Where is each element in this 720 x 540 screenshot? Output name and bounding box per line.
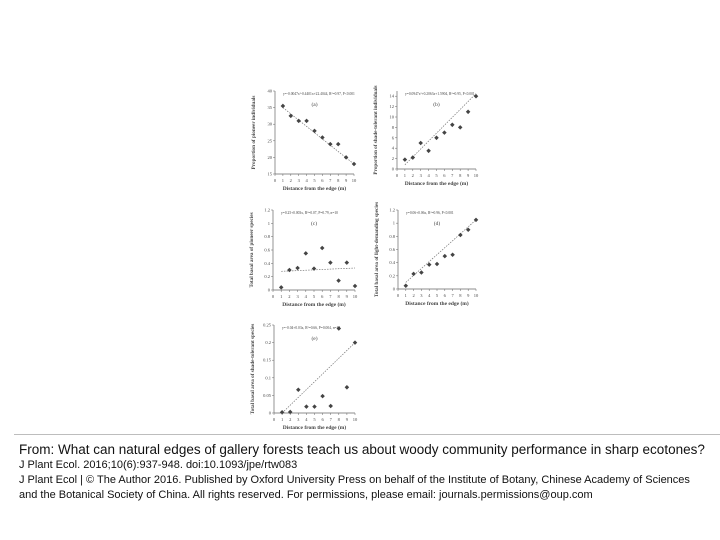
y-tick-label: 1 bbox=[267, 220, 270, 226]
panel-label: (c) bbox=[310, 221, 318, 227]
caption-title: From: What can natural edges of gallery forests teach us about woody community performance in sharp ecotones? bbox=[19, 442, 705, 457]
x-tick-label: 3 bbox=[297, 417, 300, 422]
data-point bbox=[328, 142, 333, 147]
x-tick-label: 4 bbox=[305, 178, 308, 183]
y-tick-label: 0.2 bbox=[264, 274, 270, 280]
data-point bbox=[328, 404, 333, 409]
x-tick-label: 2 bbox=[412, 293, 415, 298]
data-point bbox=[411, 272, 416, 277]
data-point bbox=[353, 340, 358, 345]
caption-copyright: J Plant Ecol | © The Author 2016. Published by Oxford University Press on behalf of the Institute of Botany, Chinese Academy of Sciences and the Botanical Society of China. All rights reserved. For permissions, please email: journals.permissions@oup.com bbox=[19, 474, 690, 501]
data-point bbox=[304, 251, 309, 256]
y-tick-label: 0 bbox=[391, 166, 394, 172]
trend-line bbox=[281, 268, 355, 271]
data-point bbox=[435, 262, 440, 267]
y-tick-label: 10 bbox=[389, 114, 394, 120]
data-point bbox=[352, 162, 357, 167]
data-point bbox=[466, 110, 471, 115]
x-tick-label: 1 bbox=[280, 294, 283, 299]
x-tick-label: 10 bbox=[473, 293, 479, 298]
data-point bbox=[312, 129, 317, 134]
y-tick-label: 40 bbox=[267, 88, 272, 94]
trend-line bbox=[405, 94, 476, 165]
panel-label: (d) bbox=[433, 221, 441, 227]
x-tick-label: 9 bbox=[466, 173, 470, 178]
y-tick-label: 0.2 bbox=[389, 273, 395, 279]
y-tick-label: 0 bbox=[268, 410, 271, 416]
data-point bbox=[281, 104, 286, 109]
y-axis-label: Total basal area of shade-tolerant species bbox=[250, 323, 256, 415]
y-tick-label: 0.4 bbox=[264, 260, 270, 266]
y-tick-label: 1.2 bbox=[389, 207, 395, 213]
regression-equation: y=0.0947x²+0.2063x+1.5904, R²=0.95, P<0.001 bbox=[405, 92, 475, 96]
x-tick-label: 8 bbox=[337, 417, 340, 422]
data-point bbox=[280, 410, 285, 415]
x-tick-label: 3 bbox=[419, 173, 422, 178]
y-tick-label: 2 bbox=[391, 156, 394, 162]
regression-equation: y=-0.04+0.03x, R²=0.66, P=0.004, n=10 bbox=[282, 326, 341, 330]
data-point bbox=[434, 136, 439, 141]
x-tick-label: 1 bbox=[280, 417, 284, 422]
x-tick-label: 3 bbox=[420, 293, 423, 298]
data-point bbox=[289, 114, 294, 119]
x-tick-label: 9 bbox=[345, 294, 348, 299]
data-point bbox=[474, 218, 479, 223]
x-tick-label: 7 bbox=[329, 294, 332, 299]
data-point bbox=[336, 278, 341, 283]
data-point bbox=[295, 266, 300, 271]
y-tick-label: 0.8 bbox=[264, 234, 270, 240]
y-tick-label: 0.4 bbox=[389, 260, 395, 266]
y-tick-label: 0.8 bbox=[389, 233, 395, 239]
data-point bbox=[411, 155, 416, 160]
y-tick-label: 8 bbox=[391, 124, 394, 130]
data-point bbox=[344, 155, 349, 160]
panel-label: (a) bbox=[311, 102, 318, 108]
y-tick-label: 15 bbox=[267, 171, 272, 177]
data-point bbox=[353, 284, 358, 289]
x-tick-label: 0 bbox=[395, 173, 399, 178]
y-axis-label: Proportion of pioneer individuals bbox=[251, 95, 257, 170]
x-tick-label: 8 bbox=[459, 293, 462, 298]
x-axis-label: Distance from the edge (m) bbox=[282, 302, 346, 308]
y-tick-label: 1.2 bbox=[264, 207, 270, 213]
x-tick-label: 8 bbox=[337, 178, 340, 183]
data-point bbox=[296, 388, 301, 393]
x-axis-label: Distance from the edge (m) bbox=[282, 186, 347, 192]
caption-block bbox=[19, 441, 709, 503]
x-axis-label: Distance from the edge (m) bbox=[405, 301, 469, 307]
x-tick-label: 6 bbox=[321, 294, 324, 299]
x-tick-label: 7 bbox=[451, 173, 454, 178]
x-tick-label: 9 bbox=[344, 178, 348, 183]
x-tick-label: 5 bbox=[313, 417, 316, 422]
data-point bbox=[328, 260, 333, 265]
data-point bbox=[427, 262, 432, 267]
y-tick-label: 0.1 bbox=[265, 375, 271, 381]
y-axis-label: Total basal area of light-demanding species bbox=[374, 201, 380, 298]
data-point bbox=[312, 266, 317, 271]
trend-line bbox=[283, 108, 354, 164]
panel-label: (b) bbox=[433, 102, 440, 108]
data-point bbox=[458, 125, 463, 130]
x-tick-label: 0 bbox=[271, 294, 275, 299]
y-tick-label: 0 bbox=[267, 287, 270, 293]
data-point bbox=[458, 233, 463, 238]
x-tick-label: 6 bbox=[321, 178, 324, 183]
x-tick-label: 9 bbox=[467, 293, 470, 298]
panel-5 bbox=[250, 323, 358, 431]
trend-line bbox=[406, 220, 476, 283]
y-tick-label: 0.2 bbox=[265, 340, 271, 346]
y-tick-label: 12 bbox=[389, 104, 394, 110]
data-point bbox=[345, 260, 350, 265]
x-tick-label: 1 bbox=[404, 293, 407, 298]
caption-citation: J Plant Ecol. 2016;10(6):937-948. doi:10.1093/jpe/rtw083 bbox=[19, 459, 298, 471]
data-point bbox=[418, 141, 423, 146]
x-tick-label: 1 bbox=[403, 173, 407, 178]
data-point bbox=[296, 119, 301, 124]
data-point bbox=[450, 253, 455, 258]
y-tick-label: 14 bbox=[389, 93, 394, 99]
y-tick-label: 6 bbox=[391, 135, 394, 141]
data-point bbox=[345, 385, 350, 390]
x-tick-label: 7 bbox=[329, 417, 332, 422]
data-point bbox=[336, 142, 341, 147]
y-tick-label: 0.25 bbox=[263, 322, 271, 328]
x-tick-label: 3 bbox=[296, 294, 299, 299]
x-tick-label: 0 bbox=[396, 293, 400, 298]
y-tick-label: 20 bbox=[267, 154, 272, 160]
data-point bbox=[442, 130, 447, 135]
trend-line bbox=[282, 343, 355, 413]
panel-2 bbox=[373, 85, 479, 187]
x-tick-label: 7 bbox=[329, 178, 332, 183]
x-tick-label: 0 bbox=[273, 178, 277, 183]
x-tick-label: 6 bbox=[443, 173, 446, 178]
x-tick-label: 8 bbox=[337, 294, 340, 299]
x-tick-label: 2 bbox=[289, 417, 292, 422]
x-tick-label: 10 bbox=[352, 294, 358, 299]
x-tick-label: 7 bbox=[451, 293, 454, 298]
x-tick-label: 5 bbox=[312, 294, 316, 299]
x-tick-label: 9 bbox=[345, 417, 349, 422]
panel-3 bbox=[249, 208, 358, 309]
x-tick-label: 8 bbox=[459, 173, 462, 178]
y-tick-label: 25 bbox=[267, 138, 272, 144]
data-point bbox=[320, 394, 325, 399]
x-tick-label: 10 bbox=[352, 417, 358, 422]
data-point bbox=[304, 404, 309, 409]
x-tick-label: 4 bbox=[427, 173, 430, 178]
x-tick-label: 5 bbox=[435, 293, 439, 298]
y-axis-label: Total basal area of pioneer species bbox=[249, 212, 255, 288]
y-tick-label: 35 bbox=[267, 105, 272, 111]
data-point bbox=[304, 119, 309, 124]
panel-4 bbox=[374, 202, 479, 307]
x-tick-label: 10 bbox=[351, 178, 357, 183]
regression-equation: y=0.06+0.06x, R²=0.96, P<0.001 bbox=[406, 211, 454, 215]
data-point bbox=[404, 283, 409, 288]
data-point bbox=[320, 246, 325, 251]
regression-equation: y=0.25+0.003x, R²=0.07, P=0.79, n=10 bbox=[281, 211, 338, 215]
x-tick-label: 2 bbox=[288, 294, 291, 299]
x-tick-label: 2 bbox=[289, 178, 292, 183]
y-tick-label: 0 bbox=[392, 286, 395, 292]
caption-divider bbox=[14, 434, 720, 435]
panel-1 bbox=[251, 89, 357, 193]
x-tick-label: 5 bbox=[435, 173, 438, 178]
x-tick-label: 3 bbox=[297, 178, 300, 183]
x-tick-label: 6 bbox=[443, 293, 446, 298]
y-tick-label: 1 bbox=[392, 220, 395, 226]
data-point bbox=[288, 410, 293, 415]
x-tick-label: 1 bbox=[281, 178, 285, 183]
y-tick-label: 0.05 bbox=[263, 392, 271, 398]
data-point bbox=[320, 135, 325, 140]
x-tick-label: 4 bbox=[304, 294, 307, 299]
panel-label: (e) bbox=[311, 336, 318, 342]
y-tick-label: 30 bbox=[267, 121, 272, 127]
y-axis-label: Proportion of shade-tolerant individuals bbox=[373, 85, 379, 175]
x-tick-label: 4 bbox=[428, 293, 431, 298]
data-point bbox=[279, 285, 284, 290]
x-tick-label: 4 bbox=[305, 417, 308, 422]
data-point bbox=[287, 268, 292, 273]
data-point bbox=[403, 157, 408, 162]
y-tick-label: 0.6 bbox=[264, 247, 270, 253]
y-tick-label: 0.6 bbox=[389, 247, 395, 252]
data-point bbox=[443, 254, 448, 259]
regression-equation: y=-0.0047x²-0.4401x+22.4044, R²=0.97, P<0.001 bbox=[283, 92, 355, 96]
data-point bbox=[419, 270, 424, 275]
data-point bbox=[426, 149, 431, 154]
data-point bbox=[312, 404, 317, 409]
y-tick-label: 0.15 bbox=[263, 357, 271, 363]
x-tick-label: 10 bbox=[473, 173, 479, 178]
x-tick-label: 6 bbox=[321, 417, 324, 422]
data-point bbox=[450, 123, 455, 128]
x-axis-label: Distance from the edge (m) bbox=[282, 425, 347, 430]
x-axis-label: Distance from the edge (m) bbox=[404, 181, 469, 187]
y-tick-label: 4 bbox=[391, 145, 394, 151]
x-tick-label: 0 bbox=[272, 417, 276, 422]
x-tick-label: 2 bbox=[411, 173, 414, 178]
x-tick-label: 5 bbox=[313, 178, 316, 183]
